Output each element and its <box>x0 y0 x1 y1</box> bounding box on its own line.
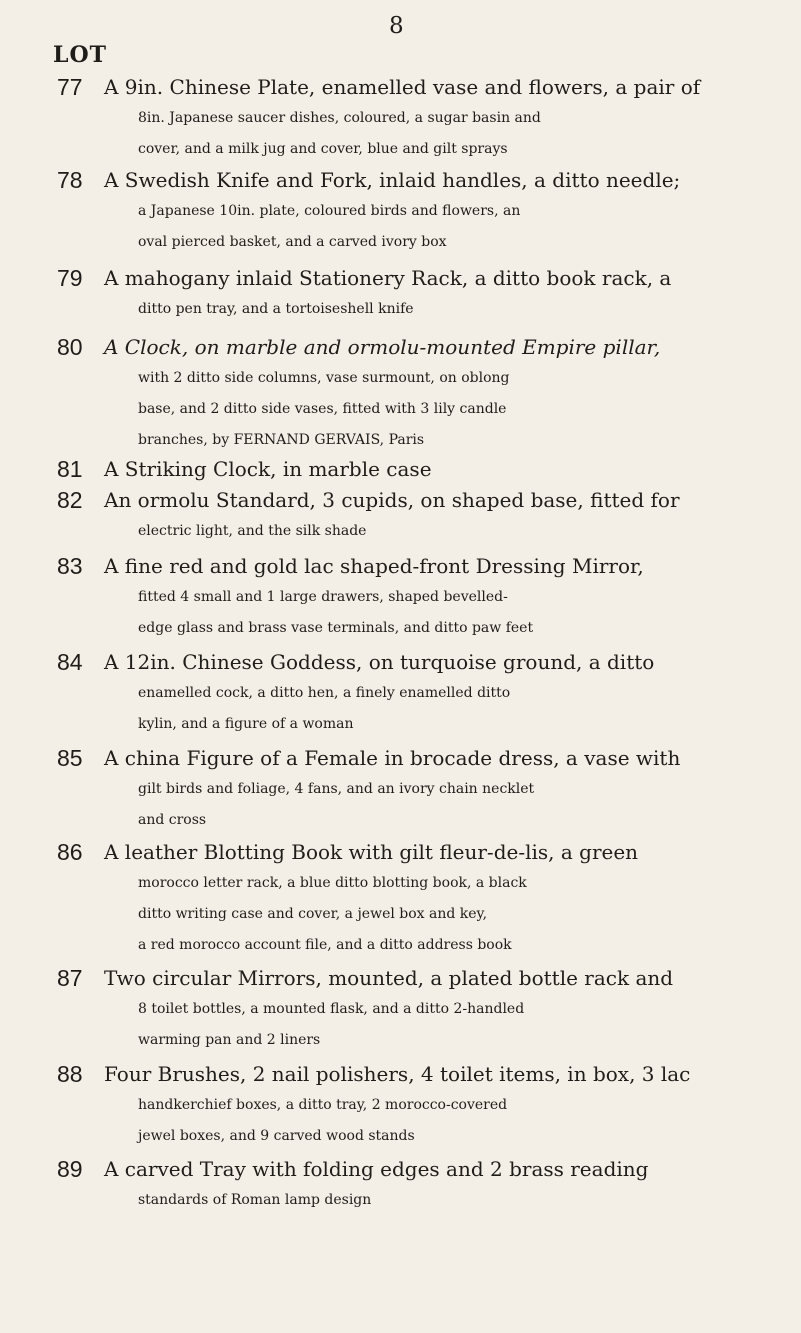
description-line: A 9in. Chinese Plate, enamelled vase and flowers, a pair of <box>104 75 701 99</box>
description-line: cover, and a milk jug and cover, blue and gilt sprays <box>138 141 508 157</box>
description-line: A Clock, on marble and ormolu-mounted Empire pillar, <box>104 335 661 359</box>
description-line: enamelled cock, a ditto hen, a finely enamelled ditto <box>138 685 511 701</box>
lot-number: 80 <box>57 334 83 360</box>
lot-number: 81 <box>57 456 83 482</box>
description-line: fitted 4 small and 1 large drawers, shaped bevelled- <box>138 589 508 605</box>
lot-description <box>104 263 760 325</box>
description-line: A mahogany inlaid Stationery Rack, a ditto book rack, a <box>104 266 672 290</box>
lot-description <box>104 485 760 547</box>
lot-number: 87 <box>57 965 83 991</box>
description-line: edge glass and brass vase terminals, and ditto paw feet <box>138 620 534 636</box>
lot-number: 89 <box>57 1156 83 1182</box>
description-line: gilt birds and foliage, 4 fans, and an ivory chain necklet <box>138 781 535 797</box>
lot-number: 82 <box>57 487 83 513</box>
lot-number: 84 <box>57 649 83 675</box>
description-line: An ormolu Standard, 3 cupids, on shaped base, fitted for <box>104 488 680 512</box>
description-line: handkerchief boxes, a ditto tray, 2 morocco-covered <box>138 1097 508 1113</box>
description-line: and cross <box>138 812 207 828</box>
description-line: ditto pen tray, and a tortoiseshell knife <box>138 301 414 317</box>
lot-number: 78 <box>57 167 83 193</box>
lot-number: 86 <box>57 839 83 865</box>
lot-description <box>104 647 760 740</box>
description-line: A Striking Clock, in marble case <box>104 457 432 481</box>
description-line: 8 toilet bottles, a mounted flask, and a ditto 2-handled <box>138 1001 525 1017</box>
lot-description <box>104 332 760 456</box>
lot-description <box>104 165 760 258</box>
description-line: kylin, and a figure of a woman <box>138 716 354 732</box>
description-line: oval pierced basket, and a carved ivory box <box>138 234 447 250</box>
lot-number: 79 <box>57 265 83 291</box>
description-line: a Japanese 10in. plate, coloured birds and flowers, an <box>138 203 521 219</box>
description-line: Two circular Mirrors, mounted, a plated bottle rack and <box>104 966 674 990</box>
lot-description <box>104 1059 760 1152</box>
lot-number: 88 <box>57 1061 83 1087</box>
description-line: A fine red and gold lac shaped-front Dressing Mirror, <box>104 554 644 578</box>
lot-number: 77 <box>57 74 83 100</box>
description-line: standards of Roman lamp design <box>138 1192 372 1208</box>
description-line: base, and 2 ditto side vases, fitted with 3 lily candle <box>138 401 507 417</box>
description-line: Four Brushes, 2 nail polishers, 4 toilet items, in box, 3 lac <box>104 1062 691 1086</box>
description-line: jewel boxes, and 9 carved wood stands <box>138 1128 415 1144</box>
description-line: electric light, and the silk shade <box>138 523 367 539</box>
lot-description <box>104 963 760 1056</box>
description-line: A Swedish Knife and Fork, inlaid handles, a ditto needle; <box>104 168 681 192</box>
description-line: a red morocco account file, and a ditto address book <box>138 937 512 953</box>
description-line: A china Figure of a Female in brocade dress, a vase with <box>104 746 681 770</box>
lot-description <box>104 837 760 961</box>
description-line: warming pan and 2 liners <box>138 1032 321 1048</box>
lot-description <box>104 551 760 644</box>
description-line: with 2 ditto side columns, vase surmount, on oblong <box>138 370 510 386</box>
description-line: 8in. Japanese saucer dishes, coloured, a sugar basin and <box>138 110 541 126</box>
description-line: ditto writing case and cover, a jewel box and key, <box>138 906 488 922</box>
lot-description <box>104 743 760 836</box>
description-line: morocco letter rack, a blue ditto blotting book, a black <box>138 875 527 891</box>
page-number: 8 <box>389 13 404 39</box>
lot-number: 85 <box>57 745 83 771</box>
description-line: A 12in. Chinese Goddess, on turquoise ground, a ditto <box>104 650 655 674</box>
lot-description <box>104 1154 760 1216</box>
description-line: branches, by FERNAND GERVAIS, Paris <box>138 432 425 448</box>
lot-column-heading: LOT <box>53 42 108 68</box>
description-line: A leather Blotting Book with gilt fleur-de-lis, a green <box>104 840 639 864</box>
lot-description <box>104 454 760 485</box>
lot-description <box>104 72 760 165</box>
description-line: A carved Tray with folding edges and 2 brass reading <box>104 1157 649 1181</box>
lot-number: 83 <box>57 553 83 579</box>
